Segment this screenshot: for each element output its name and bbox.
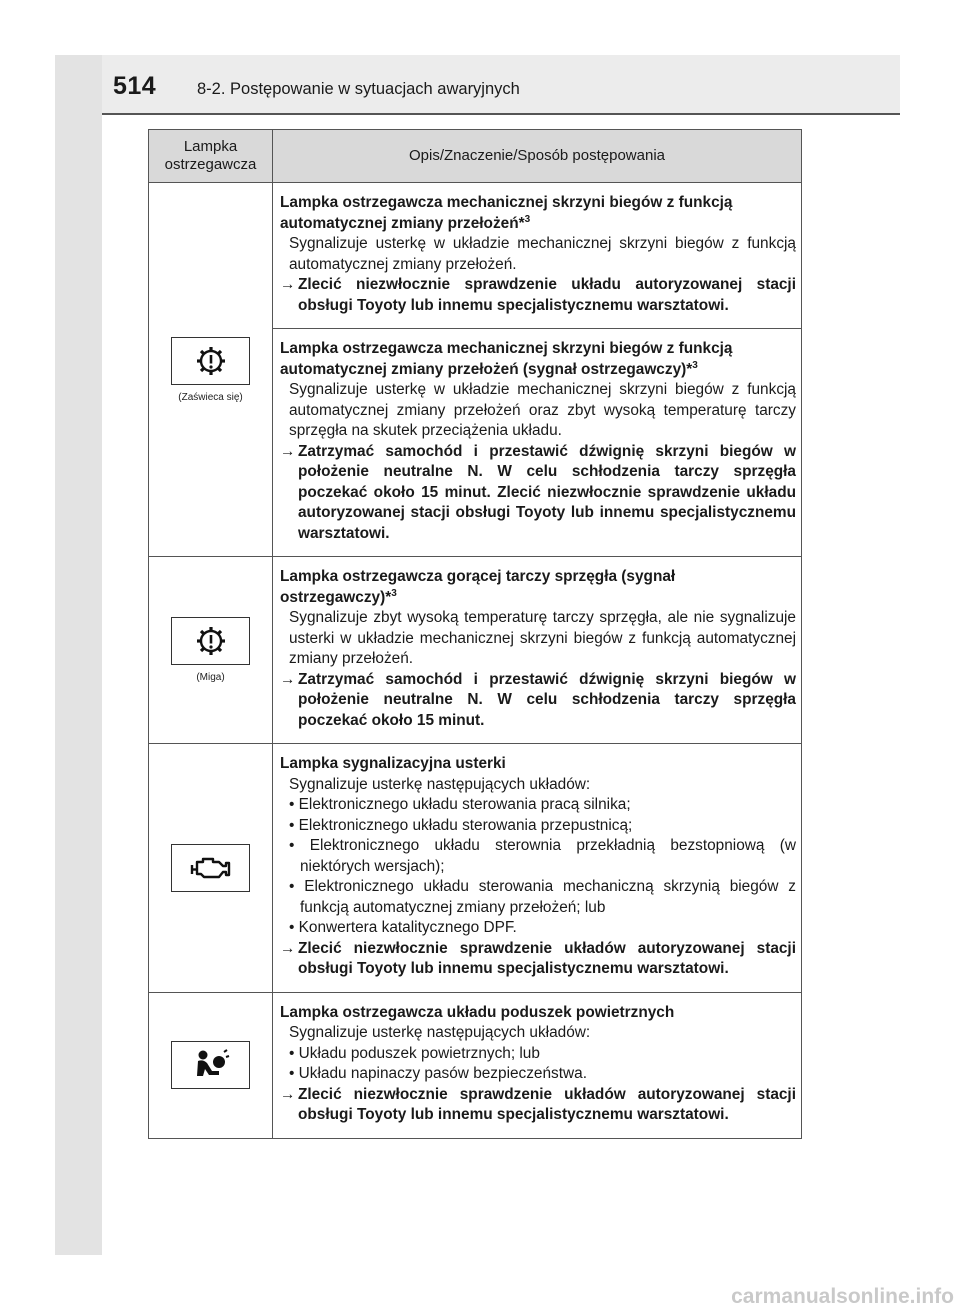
- list-item: • Elektronicznego układu sterowania mechaniczną skrzynią biegów z funkcją automatycznej zmiany przełożeń; lub: [289, 878, 796, 916]
- warning-title: Lampka ostrzegawcza układu poduszek powietrznych: [280, 1003, 675, 1021]
- icon-caption: (Zaświeca się): [178, 391, 243, 403]
- warning-description: Sygnalizuje usterkę w układzie mechanicznej skrzyni biegów z funkcją automatycznej zmiany przełożeń oraz zbyt wysoką temperaturę tarczy sprzęgła na skutek przeciążenia układu.: [289, 381, 796, 439]
- gear-exclamation-icon: [171, 617, 250, 665]
- icon-caption: (Miga): [196, 672, 225, 683]
- table-header-row: [149, 130, 802, 183]
- list-item: • Układu poduszek powietrznych; lub: [289, 1044, 540, 1062]
- icon-cell: [149, 183, 273, 557]
- arrow-icon: →: [280, 276, 296, 293]
- list-item: • Elektronicznego układu sterownia przekładnią bezstopniową (w niektórych wersjach);: [289, 837, 796, 875]
- icon-cell: [149, 992, 273, 1138]
- action-instruction: → Zatrzymać samochód i przestawić dźwignię skrzyni biegów w położenie neutralne N. W celu schłodzenia tarczy sprzęgła poczekać około 15 minut.: [280, 670, 796, 732]
- watermark: carmanualsonline.info: [731, 1285, 954, 1308]
- warning-description: Sygnalizuje usterkę w układzie mechanicznej skrzyni biegów z funkcją automatycznej zmiany przełożeń.: [289, 235, 796, 273]
- warning-description: Sygnalizuje zbyt wysoką temperaturę tarczy sprzęgła, ale nie sygnalizuje usterki w układzie mechanicznej skrzyni biegów z funkcją automatycznej zmiany przełożeń.: [289, 609, 796, 667]
- list-item: • Elektronicznego układu sterowania pracą silnika;: [289, 796, 631, 813]
- warning-description: Sygnalizuje usterkę następujących układów:: [289, 1024, 591, 1041]
- table-row: [149, 557, 802, 744]
- action-instruction: → Zlecić niezwłocznie sprawdzenie układów autoryzowanej stacji obsługi Toyoty lub innemu specjalistycznemu warsztatowi.: [280, 1085, 796, 1126]
- table-row: [149, 183, 802, 329]
- description-cell: [273, 992, 802, 1138]
- warning-title: Lampka ostrzegawcza mechanicznej skrzyni biegów z funkcją automatycznej zmiany przełożeń (sygnał ostrzegawczy)*$^3$: [280, 340, 733, 378]
- warning-title: Lampka ostrzegawcza gorącej tarczy sprzęgła (sygnał ostrzegawczy)*$^3$: [280, 568, 676, 606]
- table-row: [149, 744, 802, 993]
- action-instruction: → Zlecić niezwłocznie sprawdzenie układów autoryzowanej stacji obsługi Toyoty lub innemu specjalistycznemu warsztatowi.: [280, 939, 796, 980]
- list-item: • Układu napinaczy pasów bezpieczeństwa.: [289, 1065, 587, 1082]
- list-item: • Elektronicznego układu sterowania przepustnicą;: [289, 816, 633, 834]
- engine-icon: [171, 844, 250, 892]
- page-number: 514: [113, 72, 157, 100]
- warning-title: Lampka ostrzegawcza mechanicznej skrzyni biegów z funkcją automatycznej zmiany przełożeń*$^3$: [280, 194, 733, 232]
- header-rule: [102, 113, 900, 115]
- column-header-lamp-line2: ostrzegawcza: [164, 156, 257, 173]
- list-item: • Konwertera katalitycznego DPF.: [289, 919, 517, 936]
- section-title: 8-2. Postępowanie w sytuacjach awaryjnych: [197, 80, 520, 98]
- arrow-icon: →: [280, 939, 296, 957]
- column-header-lamp: [149, 130, 273, 183]
- arrow-icon: →: [280, 670, 296, 688]
- side-margin-bar: [55, 55, 102, 1255]
- gear-exclamation-icon: [171, 337, 250, 385]
- warning-lights-table: [148, 129, 802, 1139]
- description-cell: [273, 183, 802, 329]
- warning-description: Sygnalizuje usterkę następujących układów:: [289, 775, 591, 793]
- description-cell: [273, 329, 802, 557]
- airbag-icon: [171, 1041, 250, 1089]
- description-cell: [273, 557, 802, 744]
- description-cell: [273, 744, 802, 993]
- icon-cell: [149, 557, 273, 744]
- action-instruction: → Zlecić niezwłocznie sprawdzenie układu autoryzowanej stacji obsługi Toyoty lub innemu specjalistycznemu warsztatowi.: [280, 275, 796, 316]
- action-instruction: → Zatrzymać samochód i przestawić dźwignię skrzyni biegów w położenie neutralne N. W celu schłodzenia tarczy sprzęgła poczekać około 15 minut. Zlecić niezwłocznie sprawdzenie układu autoryzowanej stacji obsługi Toyoty lub innemu specjalistycznemu warsztatowi.: [280, 442, 796, 545]
- arrow-icon: →: [280, 1085, 296, 1103]
- arrow-icon: →: [280, 442, 296, 460]
- column-header-description: Opis/Znaczenie/Sposób postępowania: [273, 130, 802, 183]
- table-row: [149, 992, 802, 1138]
- column-header-lamp-line1: Lampka: [183, 138, 238, 155]
- warning-title: Lampka sygnalizacyjna usterki: [280, 755, 506, 772]
- icon-cell: [149, 744, 273, 993]
